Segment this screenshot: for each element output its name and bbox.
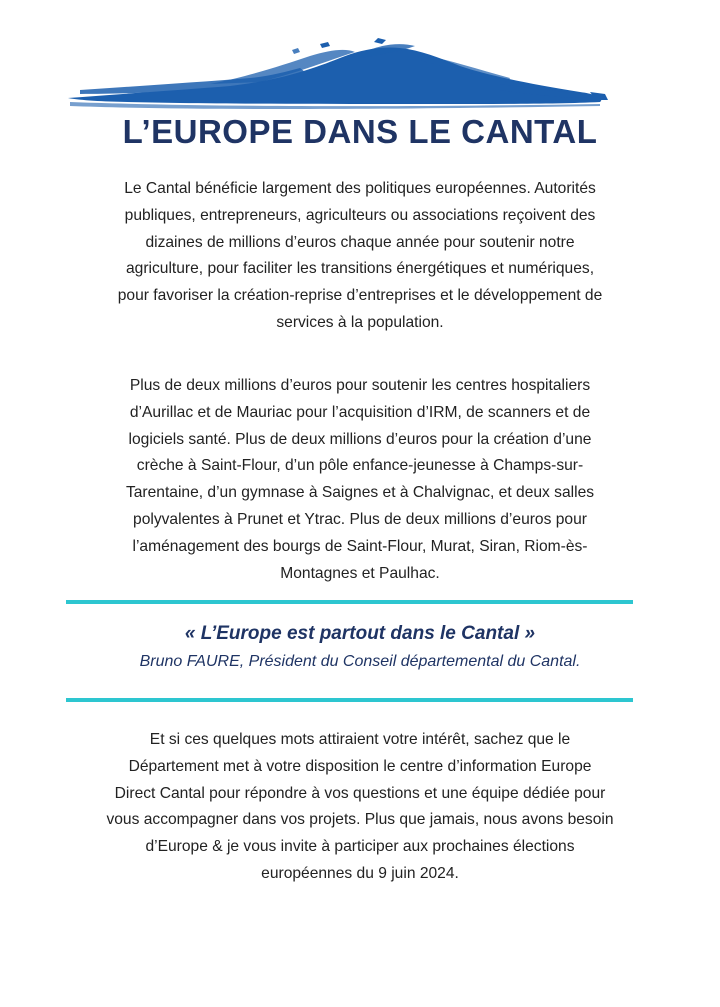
quote-text: « L’Europe est partout dans le Cantal » xyxy=(184,623,536,644)
page-title: L’EUROPE DANS LE CANTAL xyxy=(122,113,598,150)
examples-line: logiciels santé. Plus de deux millions d’euros pour la création d’une xyxy=(128,430,592,448)
closing-line: Et si ces quelques mots attiraient votre intérêt, sachez que le xyxy=(149,731,571,748)
intro-line: agriculture, pour faciliter les transitions énergétiques et numériques, xyxy=(125,260,595,278)
quote-divider-bottom xyxy=(66,698,633,702)
examples-line: Tarentaine, d’un gymnase à Saignes et à Chalvignac, et deux salles xyxy=(125,484,595,502)
closing-line: d’Europe & je vous invite à participer aux prochaines élections xyxy=(145,838,575,856)
closing-line: Direct Cantal pour répondre à vos questions et une équipe dédiée pour xyxy=(114,784,606,802)
examples-line: d’Aurillac et de Mauriac pour l’acquisition d’IRM, de scanners et de xyxy=(129,403,591,421)
intro-line: services à la population. xyxy=(276,313,444,331)
closing-line: Département met à votre disposition le centre d’information Europe xyxy=(128,757,592,775)
closing-line: vous accompagner dans vos projets. Plus que jamais, nous avons besoin xyxy=(106,811,614,829)
intro-line: pour favoriser la création-reprise d’entreprises et le développement de xyxy=(117,287,603,305)
intro-line: publiques, entrepreneurs, agriculteurs ou associations reçoivent des xyxy=(124,206,596,224)
quote-author: Bruno FAURE, Président du Conseil départemental du Cantal. xyxy=(139,653,581,670)
examples-line: polyvalentes à Prunet et Ytrac. Plus de deux millions d’euros pour xyxy=(133,510,587,528)
brush-stroke-decoration xyxy=(60,36,620,112)
examples-paragraph xyxy=(70,373,650,587)
intro-paragraph xyxy=(70,176,650,337)
closing-paragraph xyxy=(70,727,650,888)
examples-line: l’aménagement des bourgs de Saint-Flour, Murat, Siran, Riom-ès- xyxy=(132,537,588,555)
closing-line: européennes du 9 juin 2024. xyxy=(261,864,459,882)
intro-line: Le Cantal bénéficie largement des politiques européennes. Autorités xyxy=(124,180,596,197)
intro-line: dizaines de millions d’euros chaque année pour soutenir notre xyxy=(145,233,575,251)
examples-line: Plus de deux millions d’euros pour soutenir les centres hospitaliers xyxy=(129,377,591,394)
examples-line: Montagnes et Paulhac. xyxy=(280,564,440,582)
examples-line: crèche à Saint-Flour, d’un pôle enfance-jeunesse à Champs-sur- xyxy=(136,457,584,475)
quote-divider-top xyxy=(66,600,633,604)
